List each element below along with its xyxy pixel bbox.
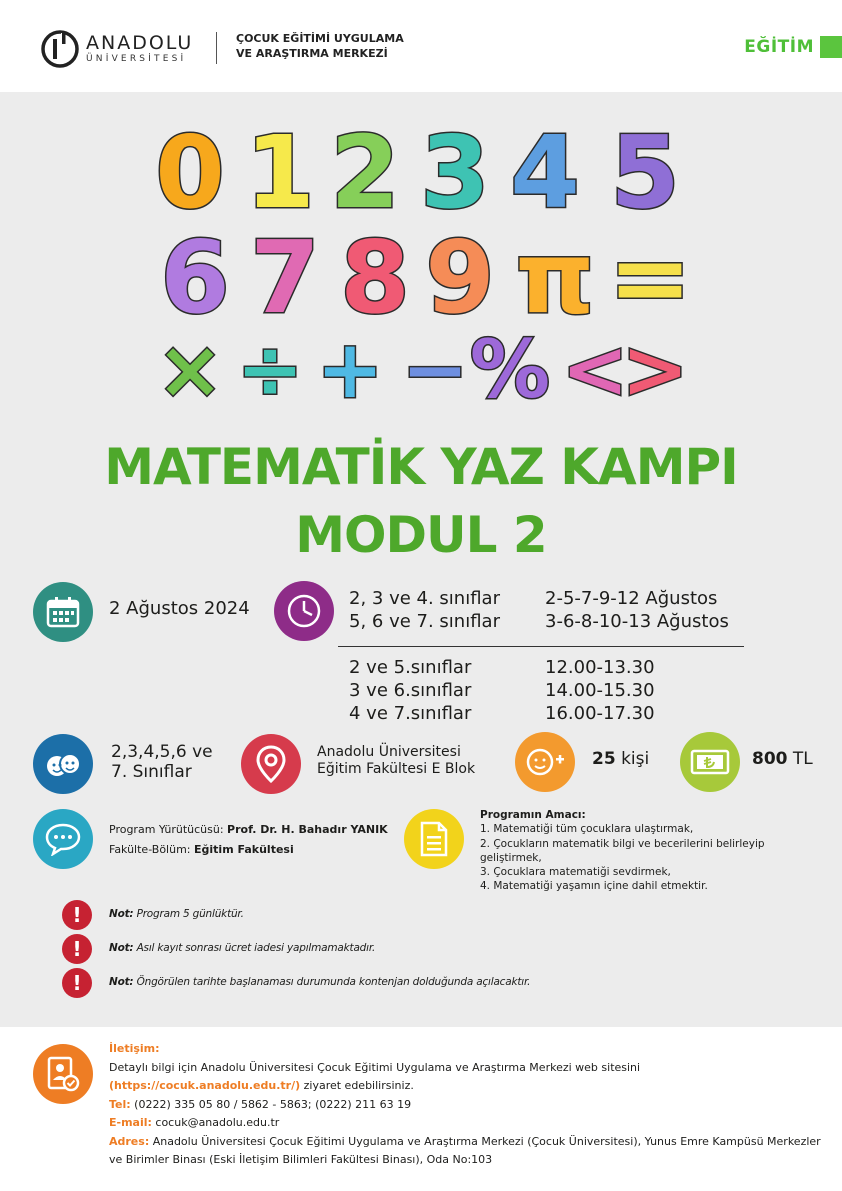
note-item bbox=[109, 908, 244, 920]
schedule-row bbox=[349, 610, 749, 633]
greater-than-symbol: > bbox=[621, 323, 689, 412]
digit-3: 3 bbox=[420, 114, 490, 231]
event-location bbox=[317, 744, 475, 778]
contact-phone-label: Tel: bbox=[109, 1097, 131, 1111]
note-label: Not: bbox=[109, 976, 134, 988]
program-faculty bbox=[109, 840, 399, 860]
warning-icon: ! bbox=[62, 900, 92, 930]
plus-symbol: + bbox=[316, 323, 384, 412]
contact-details bbox=[109, 1040, 829, 1170]
target-audience-line1: 2,3,4,5,6 ve bbox=[111, 742, 213, 762]
note-item bbox=[109, 976, 530, 988]
divide-symbol: ÷ bbox=[236, 323, 304, 412]
contact-phone-value[interactable]: (0222) 335 05 80 / 5862 - 5863; (0222) 211 63 19 bbox=[130, 1097, 412, 1111]
schedule-row bbox=[349, 587, 749, 610]
logo-name: ANADOLU bbox=[86, 32, 194, 54]
warning-icon: ! bbox=[62, 968, 92, 998]
program-goal-item: 2. Çocukların matematik bilgi ve becerilerini belirleyip geliştirmek, bbox=[480, 837, 765, 864]
header bbox=[0, 0, 842, 92]
program-lead-value: Prof. Dr. H. Bahadır YANIK bbox=[227, 823, 388, 836]
digit-7: 7 bbox=[250, 219, 320, 336]
contact-email-label: E-mail: bbox=[109, 1116, 152, 1129]
schedule-times bbox=[349, 656, 749, 725]
price bbox=[752, 749, 813, 769]
center-name-line2: VE ARAŞTIRMA MERKEZİ bbox=[236, 47, 388, 60]
location-pin-icon bbox=[241, 734, 301, 794]
calendar-icon bbox=[33, 582, 93, 642]
capacity-icon bbox=[515, 732, 575, 792]
contact-info-line: Detaylı bilgi için Anadolu Üniversitesi Çocuk Eğitimi Uygulama ve Araştırma Merkezi web sitesini bbox=[109, 1060, 641, 1074]
schedule-grades: 5, 6 ve 7. sınıflar bbox=[349, 611, 500, 632]
target-audience bbox=[111, 742, 213, 783]
digit-5: 5 bbox=[610, 114, 680, 231]
price-icon bbox=[680, 732, 740, 792]
note-item bbox=[109, 942, 375, 954]
contact-address-value: Anadolu Üniversitesi Çocuk Eğitimi Uygulama ve Araştırma Merkezi (Çocuk Üniversitesi), Yunus Emre Kampüsü Merkezler ve Birimler Binası (Eski İletişim Bilimleri Fakültesi Binası), Oda No:103 bbox=[109, 1134, 821, 1166]
program-faculty-label: Fakülte-Bölüm: bbox=[109, 843, 191, 856]
time-grades: 3 ve 6.sınıflar bbox=[349, 680, 472, 701]
header-divider bbox=[216, 32, 217, 64]
target-audience-line2: 7. Sınıflar bbox=[111, 762, 192, 783]
program-lead-label: Program Yürütücüsü: bbox=[109, 823, 224, 836]
note-text: Program 5 günlüktür. bbox=[136, 908, 244, 920]
page-title: MATEMATİK YAZ KAMPI bbox=[104, 438, 738, 496]
digit-4: 4 bbox=[510, 114, 580, 231]
program-goal-item: 1. Matematiği tüm çocuklara ulaştırmak, bbox=[480, 823, 694, 836]
event-location-line1: Anadolu Üniversitesi bbox=[317, 744, 461, 760]
page-subtitle: MODUL 2 bbox=[295, 506, 547, 564]
digit-2: 2 bbox=[330, 114, 400, 231]
contact-address-label: Adres: bbox=[109, 1134, 150, 1148]
contact-url-line bbox=[109, 1077, 829, 1096]
document-icon bbox=[404, 809, 464, 869]
digit-9: 9 bbox=[425, 219, 495, 336]
note-label: Not: bbox=[109, 942, 134, 954]
contact-email bbox=[109, 1114, 829, 1133]
clock-icon bbox=[274, 581, 334, 641]
warning-icon: ! bbox=[62, 934, 92, 964]
program-goals bbox=[480, 808, 825, 894]
program-lead bbox=[109, 820, 399, 840]
center-name bbox=[236, 31, 436, 61]
capacity bbox=[592, 749, 649, 769]
time-slot: 16.00-17.30 bbox=[545, 703, 655, 724]
contact-website-link[interactable]: (https://cocuk.anadolu.edu.tr/) bbox=[109, 1079, 301, 1092]
event-date: 2 Ağustos 2024 bbox=[109, 598, 250, 619]
contact-url-suffix: ziyaret edebilirsiniz. bbox=[300, 1079, 414, 1092]
contact-phone bbox=[109, 1096, 829, 1115]
time-row bbox=[349, 656, 749, 679]
time-grades: 2 ve 5.sınıflar bbox=[349, 657, 472, 678]
schedule-grades: 2, 3 ve 4. sınıflar bbox=[349, 588, 500, 609]
time-row bbox=[349, 679, 749, 702]
anadolu-logo[interactable] bbox=[40, 30, 193, 68]
numbers-illustration bbox=[150, 112, 695, 412]
price-number: 800 bbox=[752, 749, 788, 769]
category-tag-bar bbox=[820, 36, 842, 58]
time-slot: 12.00-13.30 bbox=[545, 657, 655, 678]
schedule-dates: 3-6-8-10-13 Ağustos bbox=[545, 611, 729, 632]
time-row bbox=[349, 702, 749, 725]
program-goal-item: 4. Matematiği yaşamın içine dahil etmektir. bbox=[480, 880, 708, 893]
digit-6: 6 bbox=[160, 219, 230, 336]
contact-title: İletişim: bbox=[109, 1042, 160, 1055]
capacity-number: 25 bbox=[592, 749, 616, 769]
less-than-symbol: < bbox=[561, 323, 629, 412]
anadolu-logo-icon bbox=[40, 30, 80, 68]
pi-symbol: π bbox=[515, 219, 595, 336]
note-text: Öngörülen tarihte başlanaması durumunda kontenjan dolduğunda açılacaktır. bbox=[136, 976, 531, 988]
time-slot: 14.00-15.30 bbox=[545, 680, 655, 701]
logo-sub: ÜNİVERSİTESİ bbox=[86, 54, 187, 64]
equals-symbol: = bbox=[608, 219, 692, 336]
program-faculty-value: Eğitim Fakültesi bbox=[194, 843, 294, 856]
center-name-line1: ÇOCUK EĞİTİMİ UYGULAMA bbox=[236, 32, 404, 45]
contact-address bbox=[109, 1133, 829, 1170]
schedule-divider bbox=[338, 646, 744, 647]
chat-bubble-icon bbox=[33, 809, 93, 869]
digit-8: 8 bbox=[340, 219, 410, 336]
price-unit: TL bbox=[792, 749, 813, 769]
contact-card-icon bbox=[33, 1044, 93, 1104]
digit-0: 0 bbox=[155, 114, 225, 231]
note-label: Not: bbox=[109, 908, 134, 920]
program-goal-item: 3. Çocuklara matematiği sevdirmek, bbox=[480, 866, 671, 879]
capacity-unit: kişi bbox=[621, 749, 650, 769]
multiply-symbol: × bbox=[156, 323, 224, 412]
contact-email-value[interactable]: cocuk@anadolu.edu.tr bbox=[151, 1116, 280, 1129]
program-goals-title: Programın Amacı: bbox=[480, 809, 586, 821]
program-lead-block bbox=[109, 820, 399, 860]
category-tag-label: EĞİTİM bbox=[744, 37, 814, 57]
time-grades: 4 ve 7.sınıflar bbox=[349, 703, 472, 724]
schedule-groups bbox=[349, 587, 749, 633]
digit-1: 1 bbox=[245, 114, 315, 231]
percent-symbol: % bbox=[469, 323, 551, 412]
category-tag bbox=[744, 36, 842, 58]
event-location-line2: Eğitim Fakültesi E Blok bbox=[317, 760, 476, 777]
children-icon bbox=[33, 734, 93, 794]
minus-symbol: − bbox=[401, 323, 469, 412]
note-text: Asıl kayıt sonrası ücret iadesi yapılmamaktadır. bbox=[136, 942, 376, 954]
schedule-dates: 2-5-7-9-12 Ağustos bbox=[545, 588, 718, 609]
